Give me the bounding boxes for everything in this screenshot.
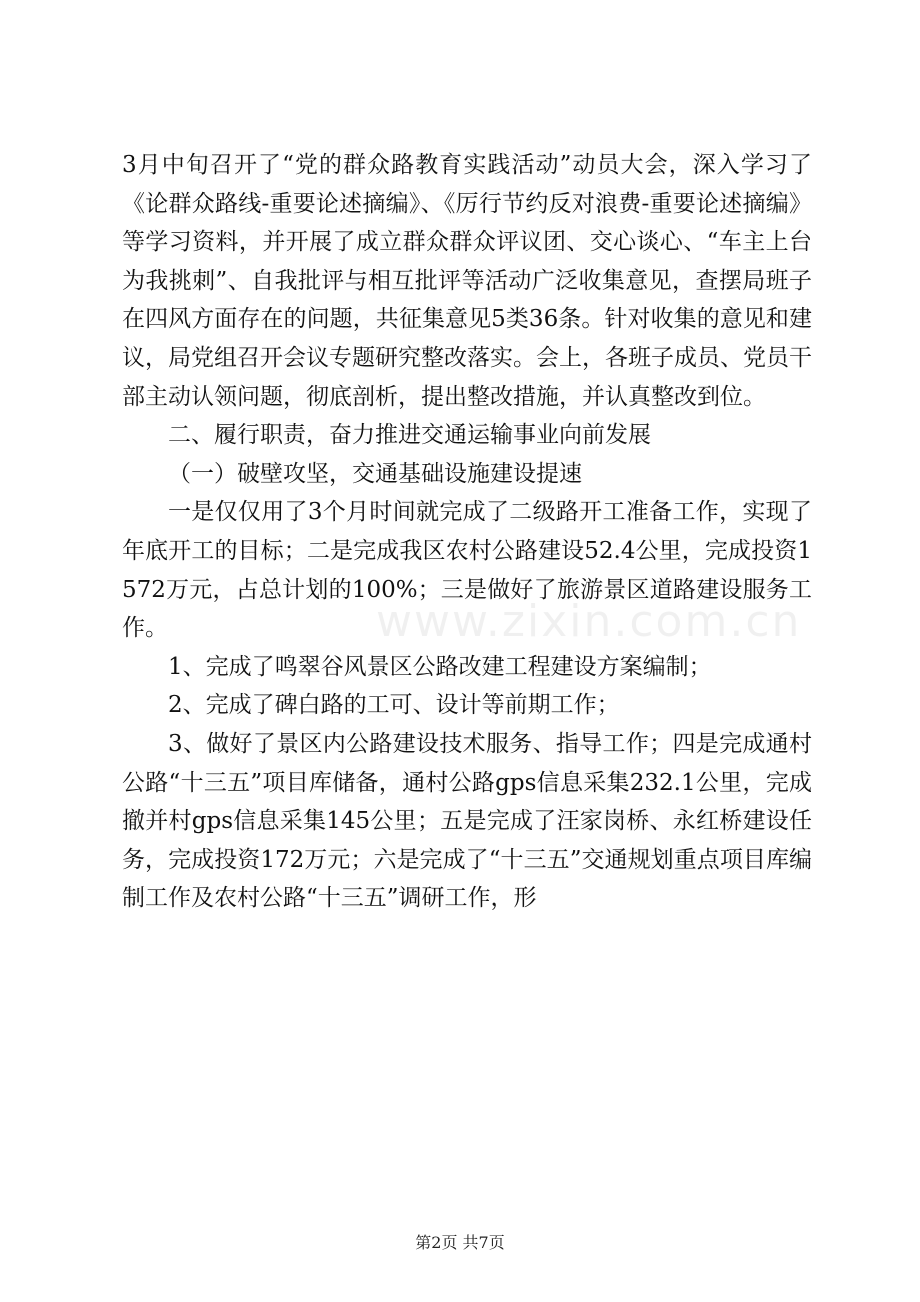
- paragraph-achievements: 一是仅仅用了3个月时间就完成了二级路开工准备工作，实现了年底开工的目标；二是完成我区农村公路建设52.4公里，完成投资1572万元，占总计划的100%；三是做好了旅游景区道路建设服务工作。: [122, 499, 812, 642]
- watermark: www.zixin.com.cn: [376, 596, 802, 647]
- document-body: [122, 146, 812, 918]
- page-footer: 第2页 共7页: [415, 1233, 505, 1252]
- list-item-2: 2、完成了碑白路的工可、设计等前期工作；: [168, 692, 620, 719]
- list-item-1: 1、完成了鸣翠谷风景区公路改建工程建设方案编制；: [168, 653, 712, 680]
- heading-section-two: 二、履行职责，奋力推进交通运输事业向前发展: [168, 422, 651, 449]
- heading-subsection-one: （一）破壁攻坚，交通基础设施建设提速: [168, 460, 582, 487]
- list-item-3: 3、做好了景区内公路建设技术服务、指导工作；四是完成通村公路“十三五”项目库储备，通村公路gps信息采集232.1公里，完成撤并村gps信息采集145公里；五是完成了汪家岗桥、永红桥建设任务，完成投资172万元；六是完成了“十三五”交通规划重点项目库编制工作及农村公路“十三五”调研工作，形: [122, 730, 812, 912]
- paragraph-meeting-summary: 3月中旬召开了“党的群众路教育实践活动”动员大会，深入学习了《论群众路线-重要论述摘编》、《厉行节约反对浪费-重要论述摘编》等学习资料，并开展了成立群众群众评议团、交心谈心、“车主上台为我挑刺”、自我批评与相互批评等活动广泛收集意见，查摆局班子在四风方面存在的问题，共征集意见5类36条。针对收集的意见和建议，局党组召开会议专题研究整改落实。会上，各班子成员、党员干部主动认领问题，彻底剖析，提出整改措施，并认真整改到位。: [122, 152, 812, 410]
